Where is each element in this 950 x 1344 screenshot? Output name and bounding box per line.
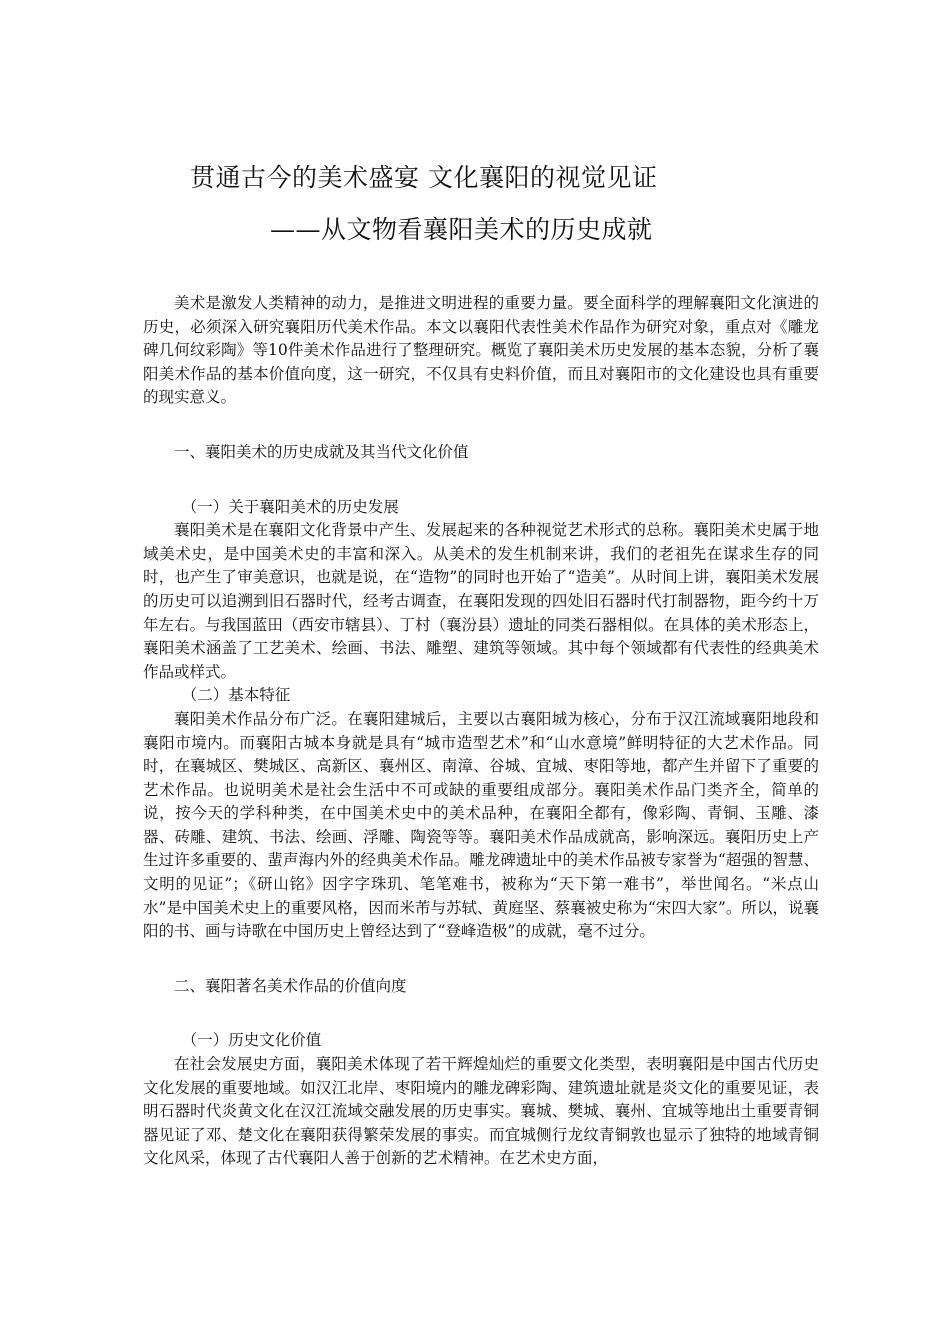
spacer <box>143 465 819 496</box>
spacer <box>143 998 819 1029</box>
section-2-1-heading: （一）历史文化价值 <box>181 1031 322 1050</box>
section-1-2-heading: （二）基本特征 <box>181 686 291 705</box>
section-2-heading: 二、襄阳著名美术作品的价值向度 <box>174 976 407 995</box>
section-1-1-paragraph: 襄阳美术是在襄阳文化背景中产生、发展起来的各种视觉艺术形式的总称。襄阳美术史属于地域美术史，是中国美术史的丰富和深入。从美术的发生机制来讲，我们的老祖先在谋求生存的同时，也产生了审美意识，也就是说，在“造物”的同时也开始了“造美”。从时间上讲，襄阳美术发展的历史可以追溯到旧石器时代，经考古调查，在襄阳发现的四处旧石器时代打制器物，距今约十万年左右。与我国蓝田（西安市辖县）、丁村（襄汾县）遗址的同类石器相似。在具体的美术形态上，襄阳美术涵盖了工艺美术、绘画、书法、雕塑、建筑等领域。其中每个领域都有代表性的经典美术作品或样式。 <box>143 521 819 681</box>
document-title: 贯通古今的美术盛宴 文化襄阳的视觉见证 <box>190 163 658 192</box>
section-1-heading: 一、襄阳美术的历史成就及其当代文化价值 <box>174 442 469 461</box>
section-2-1-paragraph: 在社会发展史方面，襄阳美术体现了若干辉煌灿烂的重要文化类型，表明襄阳是中国古代历史文化发展的重要地域。如汉江北岸、枣阳境内的雕龙碑彩陶、建筑遗址就是炎文化的重要见证，表明石器时代炎黄文化在汉江流域交融发展的历史事实。襄城、樊城、襄州、宜城等地出土重要青铜器见证了邓、楚文化在襄阳获得繁荣发展的事实。而宜城侧行龙纹青铜敦也显示了独特的地域青铜文化风采，体现了古代襄阳人善于创新的艺术精神。在艺术史方面， <box>143 1055 819 1168</box>
document-body <box>143 292 819 1171</box>
document-subtitle: ——从文物看襄阳美术的历史成就 <box>270 215 653 244</box>
spacer <box>143 410 819 441</box>
section-1-1-heading: （一）关于襄阳美术的历史发展 <box>181 497 399 516</box>
abstract-paragraph: 美术是激发人类精神的动力，是推进文明进程的重要力量。要全面科学的理解襄阳文化演进的历史，必须深入研究襄阳历代美术作品。本文以襄阳代表性美术作品作为研究对象，重点对《雕龙碑几何纹彩陶》等10件美术作品进行了整理研究。概览了襄阳美术历史发展的基本态貌，分析了襄阳美术作品的基本价值向度，这一研究，不仅具有史料价值，而且对襄阳市的文化建设也具有重要的现实意义。 <box>143 294 819 407</box>
section-1-2-paragraph: 襄阳美术作品分布广泛。在襄阳建城后，主要以古襄阳城为核心，分布于汉江流域襄阳地段和襄阳市境内。而襄阳古城本身就是具有“城市造型艺术”和“山水意境”鲜明特征的大艺术作品。同时，在襄城区、樊城区、高新区、襄州区、南漳、谷城、宜城、枣阳等地，都产生并留下了重要的艺术作品。也说明美术是社会生活中不可或缺的重要组成部分。襄阳美术作品门类齐全，简单的说，按今天的学科种类，在中国美术史中的美术品种，在襄阳全都有，像彩陶、青铜、玉雕、漆器、砖雕、建筑、书法、绘画、浮雕、陶瓷等等。襄阳美术作品成就高，影响深远。襄阳历史上产生过许多重要的、蜚声海内外的经典美术作品。雕龙碑遗址中的美术作品被专家誉为“超强的智慧、文明的见证”；《研山铭》因字字珠玑、笔笔难书，被称为“天下第一难书”，举世闻名。“米点山水”是中国美术史上的重要风格，因而米芾与苏轼、黄庭坚、蔡襄被史称为“宋四大家”。所以，说襄阳的书、画与诗歌在中国历史上曾经达到了“登峰造极”的成就，毫不过分。 <box>143 709 819 941</box>
spacer <box>143 944 819 975</box>
